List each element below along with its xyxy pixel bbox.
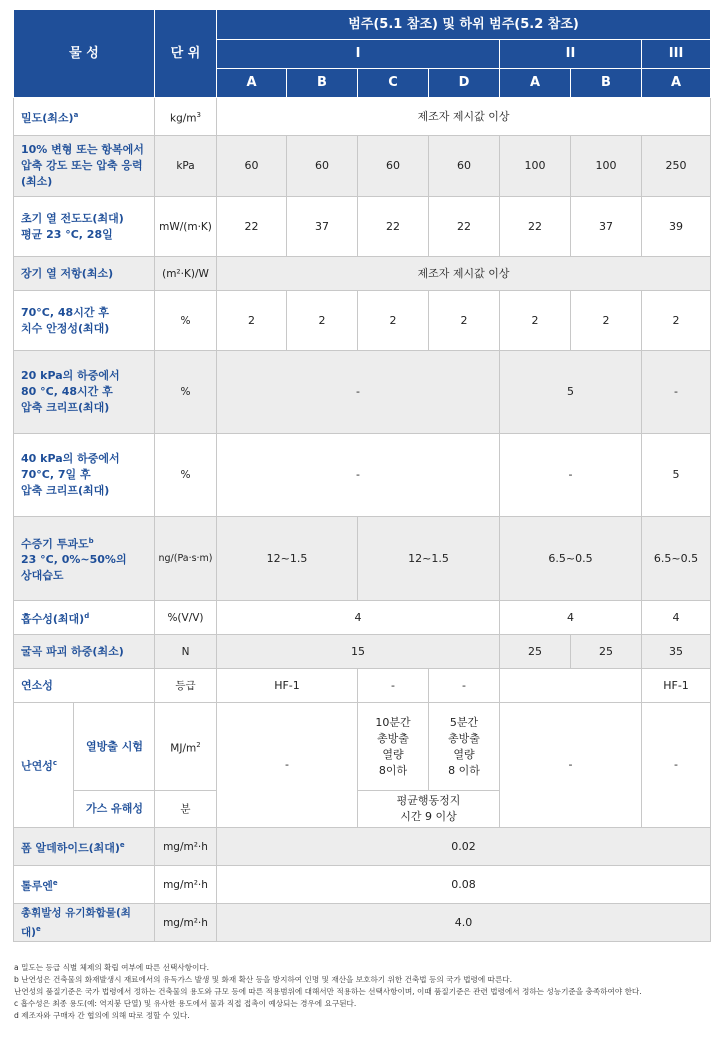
value-cell: 12~1.5 [358,517,500,601]
table-row [14,197,711,257]
value-cell: 2 [642,291,711,351]
property-name: 초기 열 전도도(최대) 평균 23 °C, 28일 [14,197,155,257]
property-name: 흡수성(최대)$^d$ [14,601,155,635]
unit-cell: mg/m²·h [155,866,217,904]
table-row [14,351,711,434]
value-cell: 15 [217,635,500,669]
header-group-3: III [642,40,711,69]
property-name: 톨루엔$^e$ [14,866,155,904]
value-cell: 35 [642,635,711,669]
header-sub: A [217,69,287,98]
unit-cell: 분 [155,791,217,828]
value-cell: 22 [429,197,500,257]
value-cell: 6.5~0.5 [642,517,711,601]
property-name: 20 kPa의 하중에서 80 °C, 48시간 후 압축 크리프(최대) [14,351,155,434]
property-subname: 열방출 시험 [74,703,155,791]
property-name: 굴곡 파괴 하중(최소) [14,635,155,669]
value-cell: - [217,703,358,828]
unit-cell: % [155,434,217,517]
value-cell: 4 [217,601,500,635]
unit-cell: kPa [155,136,217,197]
table-row [14,828,711,866]
table-row [14,866,711,904]
header-sub: B [571,69,642,98]
table-row [14,257,711,291]
property-name: 70°C, 48시간 후 치수 안정성(최대) [14,291,155,351]
property-name: 난연성$^c$ [14,703,74,828]
property-name: 수증기 투과도$^b$ 23 °C, 0%~50%의 상대습도 [14,517,155,601]
value-cell: 60 [358,136,429,197]
value-cell: 2 [217,291,287,351]
unit-cell: mg/m²·h [155,904,217,942]
header-sub: B [287,69,358,98]
value-cell [500,669,642,703]
value-cell: 100 [571,136,642,197]
value-cell: - [500,434,642,517]
value-cell: 5분간 총방출 열량 8 이하 [429,703,500,791]
value-cell: 22 [217,197,287,257]
properties-table-wrap [13,9,709,942]
table-row [14,98,711,136]
unit-cell: % [155,291,217,351]
header-property: 물 성 [14,10,155,98]
footnotes [14,962,708,1022]
value-cell: 0.08 [217,866,711,904]
unit-cell: mg/m²·h [155,828,217,866]
header-sub: A [500,69,571,98]
property-name: 연소성 [14,669,155,703]
property-name: 총휘발성 유기화합물(최대)$^e$ [14,904,155,942]
value-cell: - [642,703,711,828]
value-cell: - [217,351,500,434]
unit-cell: $MJ/m^2$ [155,703,217,791]
property-subname: 가스 유해성 [74,791,155,828]
header-sub: D [429,69,500,98]
value-cell: 60 [429,136,500,197]
value-cell: 5 [500,351,642,434]
table-row [14,136,711,197]
table-row [14,517,711,601]
value-cell: - [500,703,642,828]
table-row [14,703,711,791]
value-cell: 2 [287,291,358,351]
value-cell: 평균행동정지 시간 9 이상 [358,791,500,828]
unit-cell: % [155,351,217,434]
header-group-2: II [500,40,642,69]
value-cell: 제조자 제시값 이상 [217,98,711,136]
value-cell: - [429,669,500,703]
value-cell: 5 [642,434,711,517]
value-cell: 37 [571,197,642,257]
value-cell: HF-1 [642,669,711,703]
value-cell: 250 [642,136,711,197]
value-cell: 4 [500,601,642,635]
value-cell: 25 [571,635,642,669]
unit-cell: $kg/m^3$ [155,98,217,136]
value-cell: 2 [571,291,642,351]
table-row [14,434,711,517]
value-cell: 22 [358,197,429,257]
property-name: 10% 변형 또는 항복에서 압축 강도 또는 압축 응력(최소) [14,136,155,197]
value-cell: 39 [642,197,711,257]
value-cell: 60 [287,136,358,197]
table-row [14,291,711,351]
property-name: 밀도(최소)$^a$ [14,98,155,136]
property-name: 40 kPa의 하중에서 70°C, 7일 후 압축 크리프(최대) [14,434,155,517]
value-cell: 22 [500,197,571,257]
unit-cell: N [155,635,217,669]
header-sub: A [642,69,711,98]
table-row [14,601,711,635]
value-cell: 10분간 총방출 열량 8이하 [358,703,429,791]
table-row [14,904,711,942]
footnote: a 밀도는 등급 식별 체제의 확립 여부에 따른 선택사항이다. [14,963,210,972]
table-row [14,635,711,669]
value-cell: - [217,434,500,517]
footnote: c 흡수성은 최종 용도(예: 역지붕 단열) 및 유사한 용도에서 물과 직접 접촉이 예상되는 경우에 요구된다. [14,999,357,1009]
header-sub: C [358,69,429,98]
value-cell: - [358,669,429,703]
value-cell: 60 [217,136,287,197]
unit-cell: mW/(m·K) [155,197,217,257]
value-cell: 제조자 제시값 이상 [217,257,711,291]
footnote: b 난연성은 건축물의 화재발생시 재료에서의 유독가스 발생 및 화재 확산 등을 방지하여 인명 및 재산을 보호하기 위한 건축법 등의 국가 법령에 따른다. [14,975,513,985]
unit-cell: 등급 [155,669,217,703]
value-cell: 37 [287,197,358,257]
footnote: 난연성의 품질기준은 국가 법령에서 정하는 건축물의 용도와 규모 등에 따른 적용범위에 대해서만 적용하는 선택사항이며, 이때 품질기준은 관련 법령에서 정하는 성능기준을 충족하여야 한다. [14,987,642,997]
value-cell: 2 [358,291,429,351]
value-cell: HF-1 [217,669,358,703]
value-cell: 0.02 [217,828,711,866]
value-cell: 2 [429,291,500,351]
value-cell: - [642,351,711,434]
value-cell: 100 [500,136,571,197]
unit-cell: %(V/V) [155,601,217,635]
value-cell: 4 [642,601,711,635]
value-cell: 4.0 [217,904,711,942]
value-cell: 6.5~0.5 [500,517,642,601]
unit-cell: ng/(Pa·s·m) [155,517,217,601]
footnote: d 제조자와 구매자 간 협의에 의해 따로 정할 수 있다. [14,1011,190,1021]
unit-cell: (m²·K)/W [155,257,217,291]
header-unit: 단 위 [155,10,217,98]
value-cell: 12~1.5 [217,517,358,601]
property-name: 장기 열 저항(최소) [14,257,155,291]
header-group-1: I [217,40,500,69]
table-row [14,669,711,703]
value-cell: 25 [500,635,571,669]
value-cell: 2 [500,291,571,351]
header-category: 범주(5.1 참조) 및 하위 범주(5.2 참조) [217,10,711,40]
properties-table [13,9,711,942]
property-name: 폼 알데하이드(최대)$^e$ [14,828,155,866]
